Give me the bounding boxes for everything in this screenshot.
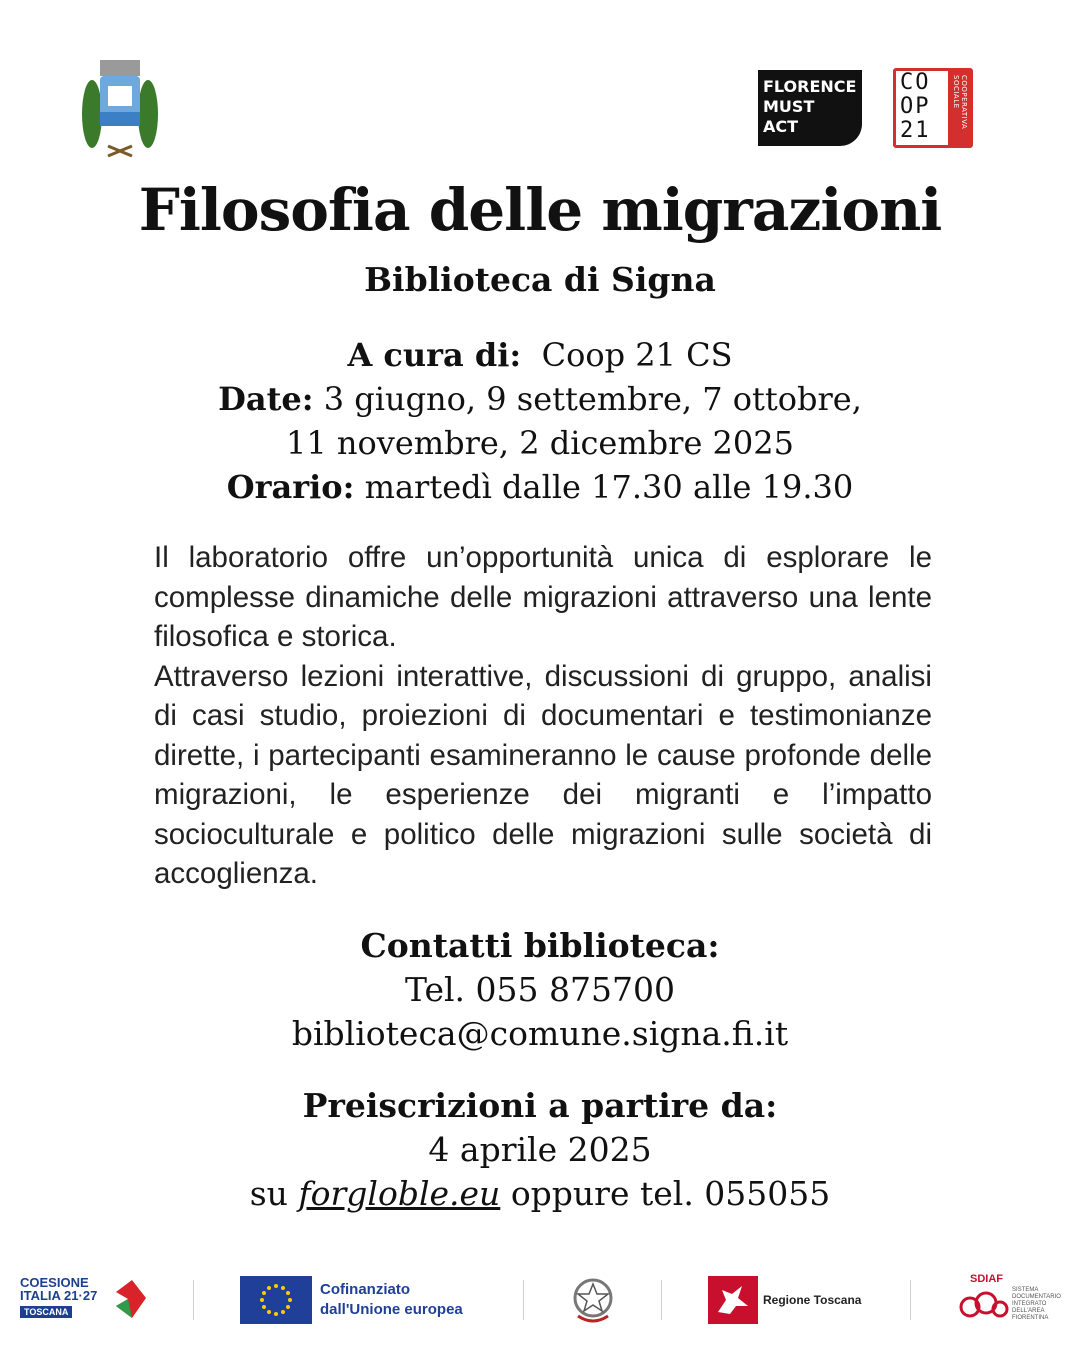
contacts-phone: Tel. 055 875700	[405, 970, 675, 1009]
coesione-italia-logo: COESIONE ITALIA 21·27 TOSCANA	[20, 1276, 148, 1326]
description	[154, 538, 932, 894]
date-line: Date: 3 giugno, 9 settembre, 7 ottobre,	[218, 380, 862, 418]
coesione-arrow-icon	[112, 1278, 148, 1322]
contacts-email: biblioteca@comune.signa.fi.it	[291, 1014, 789, 1053]
preiscrizioni-title: Preiscrizioni a partire da:	[302, 1086, 778, 1125]
contacts-title: Contatti biblioteca:	[360, 926, 720, 965]
description-paragraph-1: Il laboratorio offre un’opportunità unica di esplorare le complesse dinamiche delle migrazioni attraverso una lente filosofica e storica.	[154, 541, 932, 653]
eu-flag-icon	[240, 1276, 312, 1324]
footer-divider	[523, 1280, 524, 1320]
page-subtitle: Biblioteca di Signa	[364, 260, 716, 299]
coop21-logo-text: CO OP 21	[900, 70, 931, 143]
sdiaf-flower-icon	[956, 1287, 1010, 1325]
cura-line: A cura di: Coop 21 CS	[347, 336, 733, 374]
forgloble-link[interactable]: forgloble.eu	[298, 1174, 501, 1213]
regione-toscana-pegasus-icon	[708, 1276, 758, 1324]
date-line-2: 11 novembre, 2 dicembre 2025	[286, 424, 794, 462]
preiscrizioni-line: su forgloble.eu oppure tel. 055055	[249, 1174, 831, 1213]
footer-divider	[661, 1280, 662, 1320]
orario-line: Orario: martedì dalle 17.30 alle 19.30	[226, 468, 854, 506]
signa-crest-logo	[78, 56, 162, 160]
footer-divider	[193, 1280, 194, 1320]
florence-must-act-logo: FLORENCE MUST ACT	[758, 70, 862, 146]
italian-republic-emblem-icon	[570, 1276, 616, 1326]
footer-divider	[910, 1280, 911, 1320]
eu-cofinanced-text: Cofinanziato dall'Unione europea	[320, 1281, 463, 1318]
description-paragraph-2: Attraverso lezioni interattive, discussioni di gruppo, analisi di casi studio, proiezioni di documentari e testimonianze dirette, i partecipanti esamineranno le cause profonde delle migrazioni, le esperienze dei migranti e l’impatto socioculturale e politico delle migrazioni sulle società di accoglienza.	[154, 659, 932, 890]
sdiaf-logo: SDIAF SISTEMA DOCUMENTARIO INTEGRATO DELL'AREA FIORENTINA	[956, 1273, 1068, 1329]
page-title: Filosofia delle migrazioni	[138, 176, 942, 244]
regione-toscana-text: Regione Toscana	[763, 1293, 862, 1307]
coop21-logo: CO OP 21 COOPERATIVA SOCIALE	[893, 68, 973, 148]
preiscrizioni-date: 4 aprile 2025	[428, 1130, 652, 1169]
